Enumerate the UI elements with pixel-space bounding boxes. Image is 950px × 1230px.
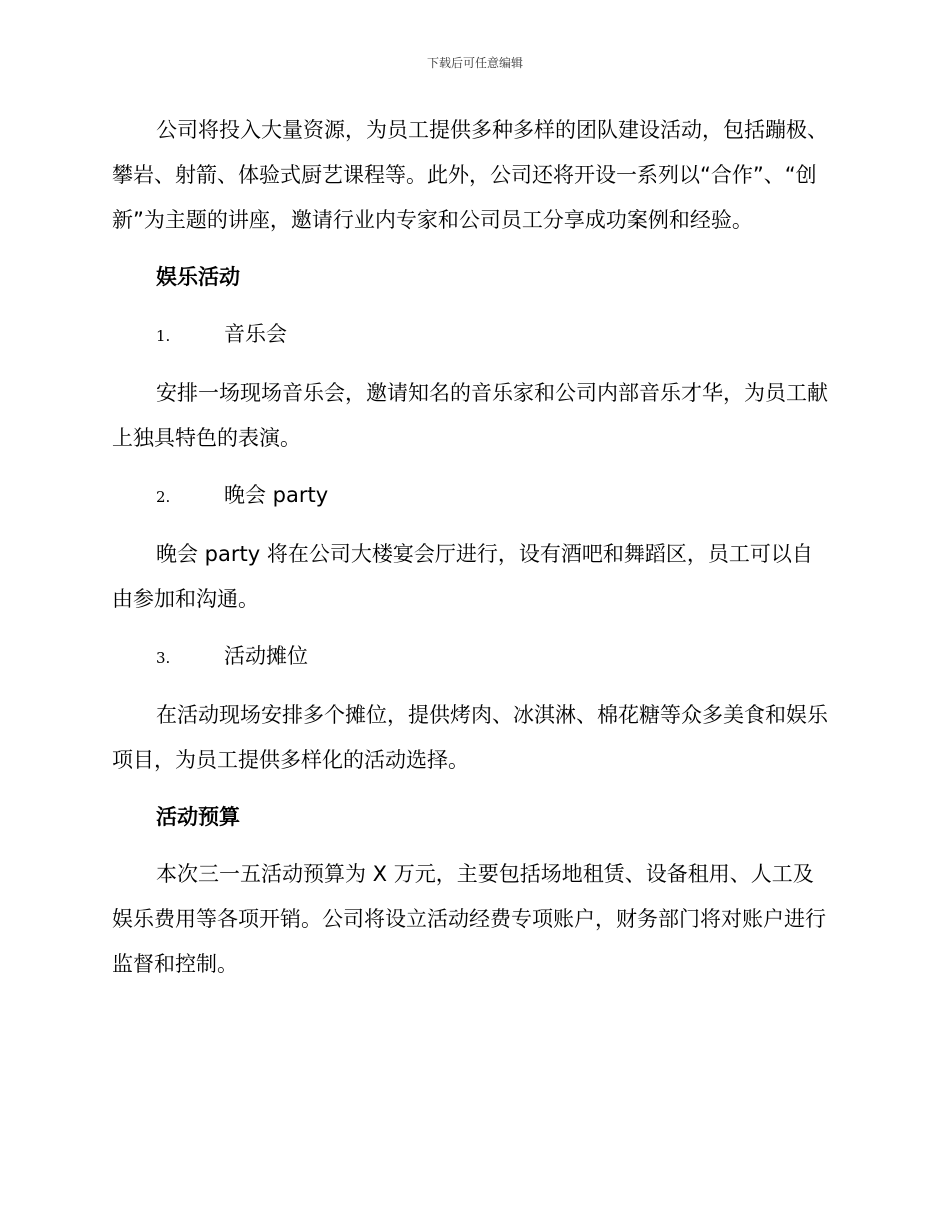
document-content [112, 108, 832, 987]
list-item-title: 活动摊位 [224, 644, 308, 668]
budget-description: 本次三一五活动预算为 X 万元，主要包括场地租赁、设备租用、人工及娱乐费用等各项开销。公司将设立活动经费专项账户，财务部门将对账户进行监督和控制。 [112, 862, 826, 976]
intro-paragraph: 公司将投入大量资源，为员工提供多种多样的团队建设活动，包括蹦极、攀岩、射箭、体验式厨艺课程等。此外，公司还将开设一系列以“合作”、“创新”为主题的讲座，邀请行业内专家和公司员工分享成功案例和经验。 [112, 118, 828, 232]
section-heading-entertainment: 娱乐活动 [156, 265, 240, 289]
list-item-title: 音乐会 [224, 322, 287, 346]
list-number: 3. [156, 649, 171, 667]
header-note: 下载后可任意编辑 [426, 56, 523, 70]
party-description: 晚会 party 将在公司大楼宴会厅进行，设有酒吧和舞蹈区，员工可以自由参加和沟通。 [112, 542, 813, 611]
list-number: 1. [156, 327, 171, 345]
concert-description: 安排一场现场音乐会，邀请知名的音乐家和公司内部音乐才华，为员工献上独具特色的表演。 [112, 381, 828, 450]
list-item-party [112, 473, 832, 520]
list-item-booths [112, 634, 832, 681]
section-heading-budget: 活动预算 [156, 805, 240, 829]
list-item-concert [112, 312, 832, 359]
list-item-title: 晚会 party [224, 483, 329, 507]
list-number: 2. [156, 488, 171, 506]
booths-description: 在活动现场安排多个摊位，提供烤肉、冰淇淋、棉花糖等众多美食和娱乐项目，为员工提供多样化的活动选择。 [112, 703, 828, 772]
